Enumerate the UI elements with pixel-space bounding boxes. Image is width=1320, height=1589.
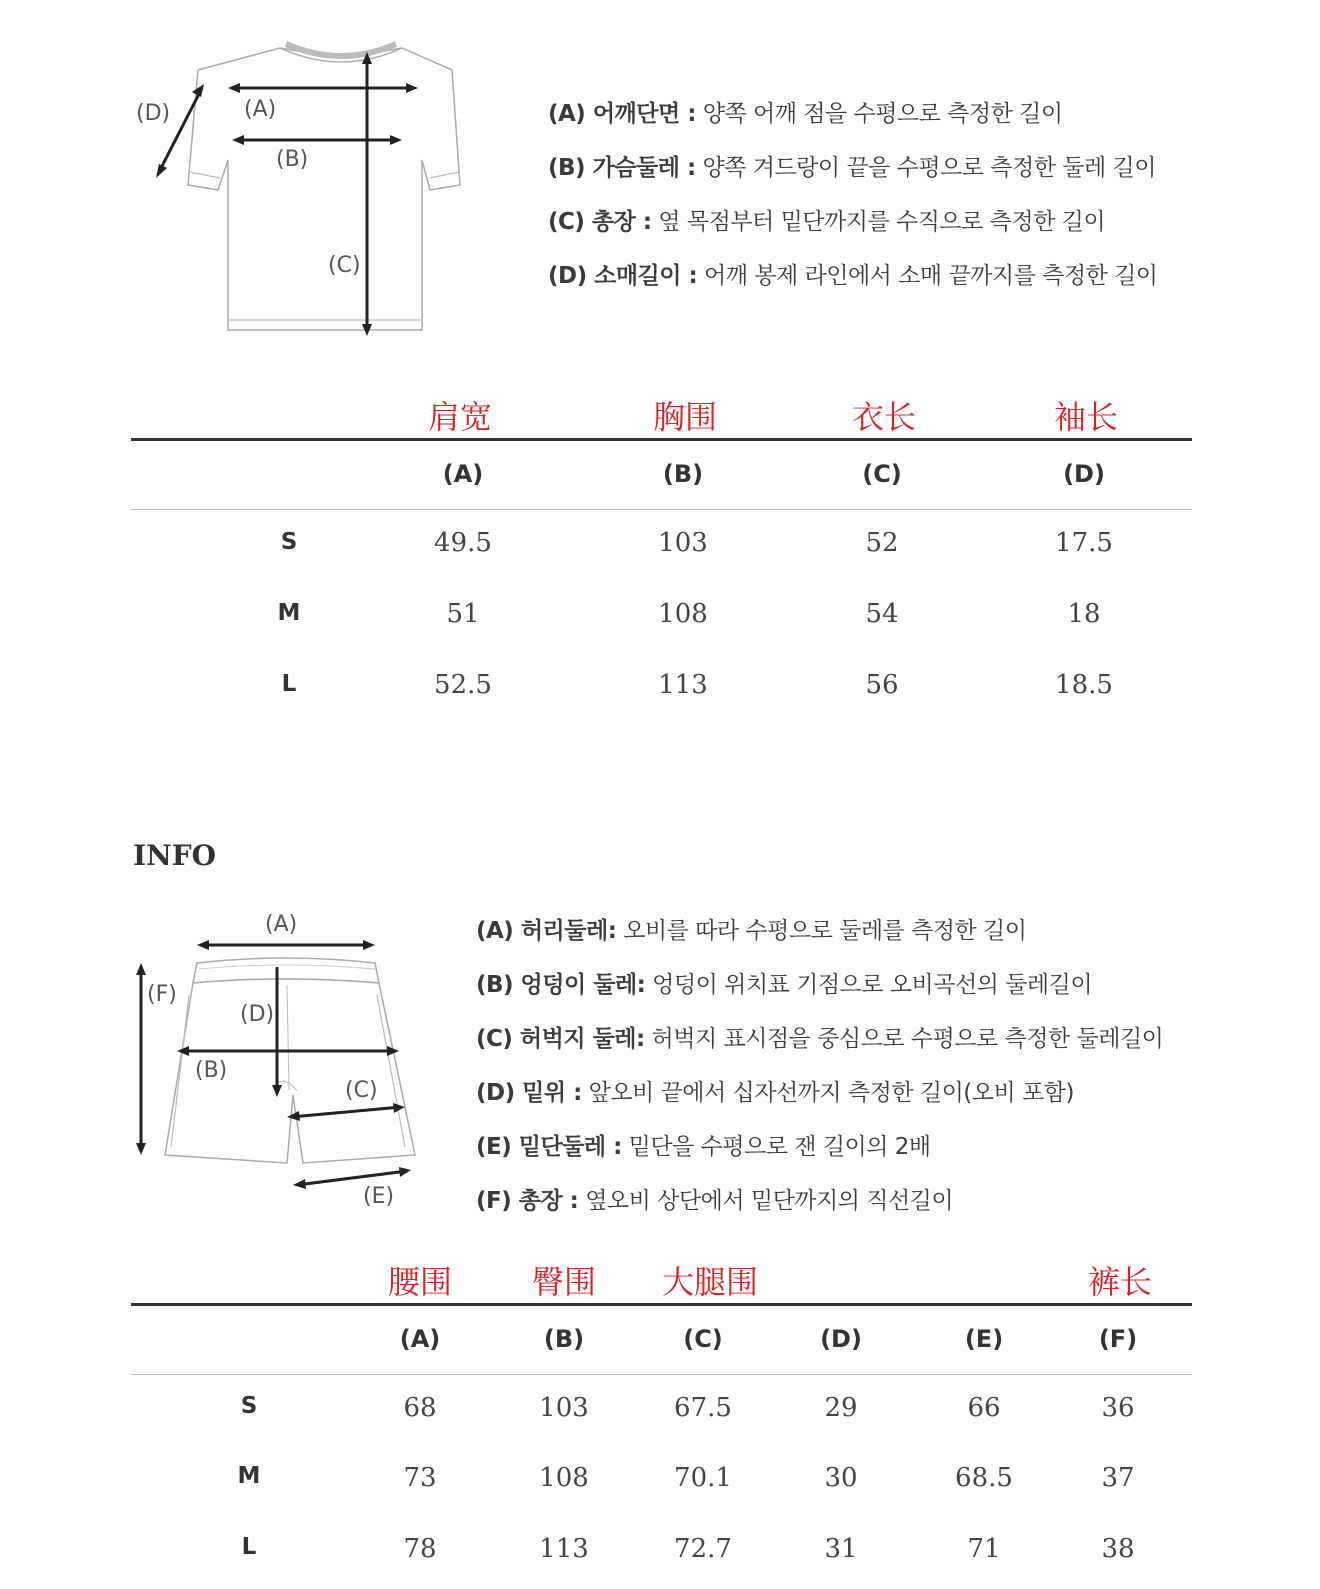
tshirt-cell: 56 — [865, 670, 899, 700]
tshirt-cell: 18.5 — [1055, 670, 1113, 700]
tshirt-row-size: S — [280, 529, 298, 555]
tshirt-col-header-a: (A) — [442, 460, 484, 488]
tshirt-cell: 17.5 — [1055, 528, 1113, 558]
shorts-cell: 36 — [1101, 1393, 1135, 1423]
tshirt-table-header-rule — [131, 509, 1192, 510]
tshirt-cell: 108 — [658, 599, 708, 629]
shorts-measurement-descriptions — [476, 912, 1163, 1236]
shorts-label-c: (C) — [345, 1078, 378, 1103]
shorts-table-top-rule — [131, 1303, 1192, 1306]
tshirt-label-c: (C) — [328, 253, 361, 278]
shorts-desc-b: (B) 엉덩이 둘레: 엉덩이 위치표 기점으로 오비곡선의 둘레길이 — [476, 972, 1093, 998]
shorts-desc-f: (F) 총장 : 옆오비 상단에서 밑단까지의 직선길이 — [476, 1188, 954, 1214]
tshirt-row-size: L — [281, 671, 297, 697]
shorts-cn-header-hip: 臀围 — [531, 1263, 596, 1301]
tshirt-cn-header-length: 衣长 — [851, 398, 916, 436]
shorts-desc-a: (A) 허리둘레: 오비를 따라 수평으로 둘레를 측정한 길이 — [476, 918, 1027, 944]
tshirt-cell: 51 — [446, 599, 480, 629]
tshirt-measurement-descriptions — [548, 95, 1158, 311]
tshirt-desc-b: (B) 가슴둘레 : 양쪽 겨드랑이 끝을 수평으로 측정한 둘레 길이 — [548, 155, 1156, 181]
shorts-cell: 113 — [539, 1534, 589, 1564]
shorts-cell: 103 — [539, 1393, 589, 1423]
shorts-cell: 30 — [824, 1463, 858, 1493]
shorts-cell: 78 — [403, 1534, 437, 1564]
shorts-cn-header-waist: 腰围 — [387, 1263, 452, 1301]
shorts-cell: 73 — [403, 1463, 437, 1493]
tshirt-cell: 52 — [865, 528, 899, 558]
tshirt-col-header-b: (B) — [662, 460, 704, 488]
shorts-col-header-e: (E) — [964, 1325, 1004, 1353]
tshirt-desc-a: (A) 어깨단면 : 양쪽 어깨 점을 수평으로 측정한 길이 — [548, 101, 1063, 127]
shorts-col-header-a: (A) — [399, 1325, 441, 1353]
tshirt-desc-c: (C) 총장 : 옆 목점부터 밑단까지를 수직으로 측정한 길이 — [548, 209, 1106, 235]
tshirt-label-d: (D) — [136, 101, 171, 126]
shorts-label-b: (B) — [195, 1058, 228, 1083]
shorts-desc-e: (E) 밑단둘레 : 밑단을 수평으로 잰 길이의 2배 — [476, 1134, 931, 1160]
tshirt-cell: 54 — [865, 599, 899, 629]
shorts-cell: 71 — [967, 1534, 1001, 1564]
shorts-cell: 68.5 — [955, 1463, 1013, 1493]
tshirt-cell: 113 — [658, 670, 708, 700]
shorts-diagram — [125, 905, 435, 1215]
shorts-label-e: (E) — [363, 1184, 395, 1209]
shorts-cell: 37 — [1101, 1463, 1135, 1493]
shorts-row-size: M — [237, 1463, 261, 1489]
tshirt-illustration — [130, 40, 470, 350]
shorts-cell: 38 — [1101, 1534, 1135, 1564]
shorts-col-header-d: (D) — [820, 1325, 862, 1353]
tshirt-desc-d: (D) 소매길이 : 어깨 봉제 라인에서 소매 끝까지를 측정한 길이 — [548, 263, 1158, 289]
shorts-cell: 31 — [824, 1534, 858, 1564]
shorts-label-d: (D) — [240, 1002, 275, 1027]
tshirt-diagram — [130, 40, 470, 350]
tshirt-cn-header-chest: 胸围 — [652, 398, 717, 436]
shorts-desc-c: (C) 허벅지 둘레: 허벅지 표시점을 중심으로 수평으로 측정한 둘레길이 — [476, 1026, 1164, 1052]
info-heading: INFO — [133, 839, 216, 872]
shorts-col-header-b: (B) — [543, 1325, 585, 1353]
shorts-col-header-f: (F) — [1098, 1325, 1138, 1353]
shorts-cn-header-thigh: 大腿围 — [661, 1263, 758, 1301]
shorts-cell: 68 — [403, 1393, 437, 1423]
shorts-cell: 108 — [539, 1463, 589, 1493]
shorts-label-f: (F) — [147, 982, 177, 1007]
shorts-row-size: L — [241, 1534, 257, 1560]
tshirt-row-size: M — [277, 600, 301, 626]
shorts-desc-d: (D) 밑위 : 앞오비 끝에서 십자선까지 측정한 길이(오비 포함) — [476, 1080, 1074, 1106]
tshirt-cell: 18 — [1067, 599, 1101, 629]
shorts-cell: 70.1 — [674, 1463, 732, 1493]
shorts-table-header-rule — [131, 1374, 1192, 1375]
tshirt-cn-header-shoulder: 肩宽 — [427, 398, 492, 436]
tshirt-cn-header-sleeve: 袖长 — [1053, 398, 1118, 436]
shorts-cell: 66 — [967, 1393, 1001, 1423]
shorts-col-header-c: (C) — [683, 1325, 723, 1353]
shorts-label-a: (A) — [265, 912, 298, 937]
tshirt-label-b: (B) — [276, 147, 309, 172]
shorts-cell: 72.7 — [674, 1534, 732, 1564]
tshirt-cell: 49.5 — [434, 528, 492, 558]
tshirt-cell: 52.5 — [434, 670, 492, 700]
shorts-cell: 67.5 — [674, 1393, 732, 1423]
tshirt-col-header-c: (C) — [862, 460, 902, 488]
shorts-illustration — [125, 905, 435, 1215]
tshirt-cell: 103 — [658, 528, 708, 558]
shorts-cell: 29 — [824, 1393, 858, 1423]
tshirt-label-a: (A) — [244, 97, 277, 122]
tshirt-col-header-d: (D) — [1063, 460, 1105, 488]
shorts-row-size: S — [240, 1393, 258, 1419]
tshirt-table-top-rule — [131, 438, 1192, 441]
shorts-cn-header-length: 裤长 — [1087, 1263, 1152, 1301]
